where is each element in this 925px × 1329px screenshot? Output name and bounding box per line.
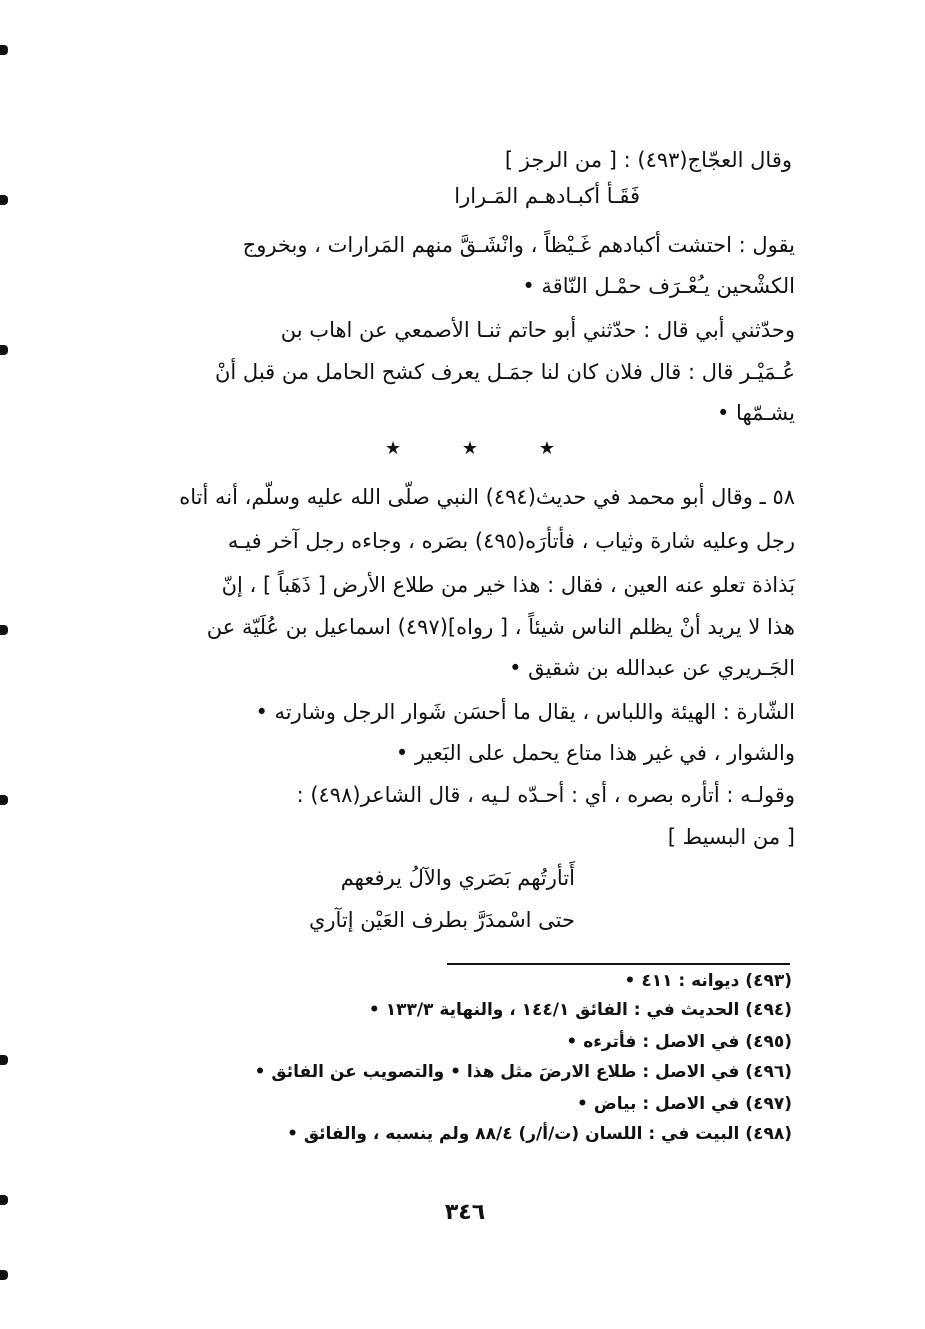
star-icon: ★ bbox=[538, 438, 555, 459]
footnote-divider bbox=[447, 963, 790, 965]
text-line: ٥٨ ـ وقال أبو محمد في حديث(٤٩٤) النبي صلّى الله عليه وسلّم، أنه أتاه bbox=[179, 485, 795, 509]
text-line: والشوار ، في غير هذا متاع يحمل على البَعير • bbox=[395, 741, 795, 765]
star-icon: ★ bbox=[461, 438, 479, 459]
verse-line: حتى اسْمدَرَّ بطرف العَيْن إتآري bbox=[308, 908, 575, 932]
scan-edge-mark bbox=[0, 625, 8, 635]
footnote: (٤٩٣) ديوانه : ٤١١ • bbox=[624, 971, 792, 991]
text-line: يشـمّها • bbox=[716, 401, 795, 425]
text-line: عُـمَيْـر قال : قال فلان كان لنا جمَـل يعرف كشح الحامل من قبل أنْ bbox=[215, 360, 795, 384]
section-separator bbox=[385, 440, 555, 458]
text-line: بَذاذة تعلو عنه العين ، فقال : هذا خير من طلاع الأرض [ ذَهَباً ] ، إنّ bbox=[221, 573, 795, 597]
text-line: الكشْحين يـُعْـرَف حمْـل النّاقة • bbox=[522, 274, 795, 298]
text-line: رجل وعليه شارة وثياب ، فأتأرَه(٤٩٥) بصَره ، وجاءه رجل آخر فيـه bbox=[227, 529, 795, 553]
text-line: وقال العجّاج(٤٩٣) : [ من الرجز ] bbox=[504, 148, 792, 172]
scan-edge-mark bbox=[0, 195, 8, 205]
text-line: وحدّثني أبي قال : حدّثني أبو حاتم ثنـا الأصمعي عن اهاب بن bbox=[280, 318, 795, 342]
verse-line: فَقَـأ أكبـادهـم المَـرارا bbox=[454, 184, 640, 208]
footnote: (٤٩٥) في الاصل : فأترءه • bbox=[566, 1032, 792, 1052]
text-line: الشّارة : الهيئة واللباس ، يقال ما أحسَن شَوار الرجل وشارته • bbox=[255, 700, 795, 724]
page-number: ٣٤٦ bbox=[444, 1200, 486, 1225]
verse-line: أَتأرتُهم بَصَري والآلُ يرفعهم bbox=[340, 866, 575, 890]
scan-edge-mark bbox=[0, 345, 8, 355]
text-line: [ من البسيط ] bbox=[667, 825, 795, 849]
footnote: (٤٩٨) البيت في : اللسان (ت/أ/ر) ٨٨/٤ ولم ينسبه ، والفائق • bbox=[287, 1124, 792, 1144]
star-icon: ★ bbox=[385, 438, 402, 459]
scan-edge-mark bbox=[0, 795, 8, 805]
scan-edge-mark bbox=[0, 1055, 8, 1065]
footnote: (٤٩٤) الحديث في : الفائق ١٤٤/١ ، والنهاية ١٣٣/٣ • bbox=[368, 1000, 792, 1020]
footnote: (٤٩٧) في الاصل : بياض • bbox=[577, 1094, 792, 1114]
text-line: الجَـريري عن عبدالله بن شقيق • bbox=[509, 656, 795, 680]
scan-edge-mark bbox=[0, 1195, 8, 1205]
scan-edge-mark bbox=[0, 45, 8, 55]
text-line: هذا لا يريد أنْ يظلم الناس شيئاً ، [ رواه](٤٩٧) اسماعيل بن عُلَيّة عن bbox=[206, 615, 795, 639]
scan-edge-mark bbox=[0, 1270, 8, 1280]
footnote: (٤٩٦) في الاصل : طلاع الارضَ مثل هذا • والتصويب عن الفائق • bbox=[254, 1062, 792, 1082]
text-line: يقول : احتشت أكبادهم غَـيْظاً ، وانْشَـقَّ منهم المَرارات ، وبخروج bbox=[242, 233, 795, 257]
text-line: وقولـه : أتأره بصره ، أي : أحـدّه لـيه ، قال الشاعر(٤٩٨) : bbox=[296, 783, 795, 807]
